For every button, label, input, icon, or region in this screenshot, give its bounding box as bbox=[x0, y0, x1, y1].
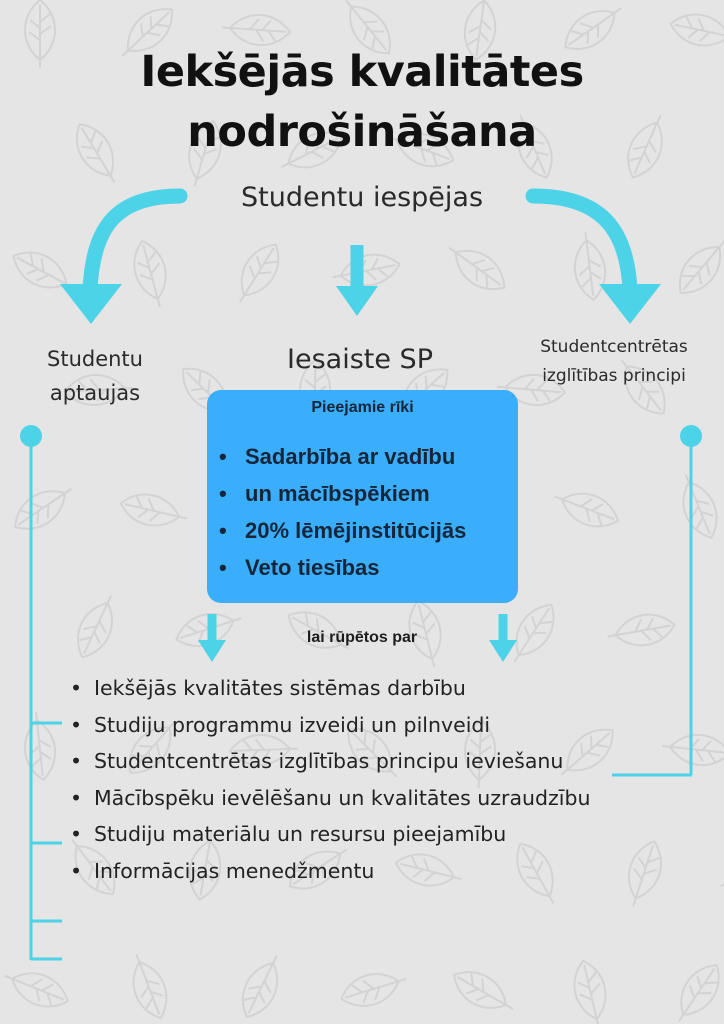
care-list-item: • Informācijas menedžmentu bbox=[70, 853, 670, 890]
tools-list-item: • Sadarbība ar vadību bbox=[219, 438, 466, 475]
care-list-item: • Studiju programmu izveidi un pilnveidi bbox=[70, 707, 670, 744]
tools-box-title: Pieejamie rīki bbox=[311, 399, 414, 416]
top-node-label: Studentu iespējas bbox=[240, 182, 484, 213]
care-list-item: • Studentcentrētas izglītības principu ieviešanu bbox=[70, 743, 670, 780]
tools-list-item: • un mācībspēkiem bbox=[219, 475, 466, 512]
care-list-item: • Studiju materiālu un resursu pieejamību bbox=[70, 816, 670, 853]
left-arrow-head bbox=[60, 284, 122, 324]
branch-left-label: Studentu aptaujas bbox=[47, 347, 143, 405]
tools-list-item: • 20% lēmējinstitūcijās bbox=[219, 512, 466, 549]
care-list-item: • Mācībspēku ievēlēšanu un kvalitātes uzraudzību bbox=[70, 780, 670, 817]
tools-box bbox=[207, 390, 518, 603]
tools-list bbox=[219, 438, 466, 586]
page-title-line-1: Iekšējās kvalitātes bbox=[140, 47, 584, 97]
page-title-line-2: nodrošināšana bbox=[187, 107, 537, 157]
tools-list-item: • Veto tiesības bbox=[219, 549, 466, 586]
care-list-item: • Iekšējās kvalitātes sistēmas darbību bbox=[70, 670, 670, 707]
right-arrow-head bbox=[599, 284, 661, 324]
connector-text: lai rūpētos par bbox=[306, 629, 418, 646]
care-items-list bbox=[70, 670, 670, 889]
middle-arrow-head bbox=[336, 286, 378, 316]
branch-middle-label: Iesaiste SP bbox=[287, 344, 433, 375]
branch-right-label: Studentcentrētas izglītības principi bbox=[540, 337, 688, 386]
